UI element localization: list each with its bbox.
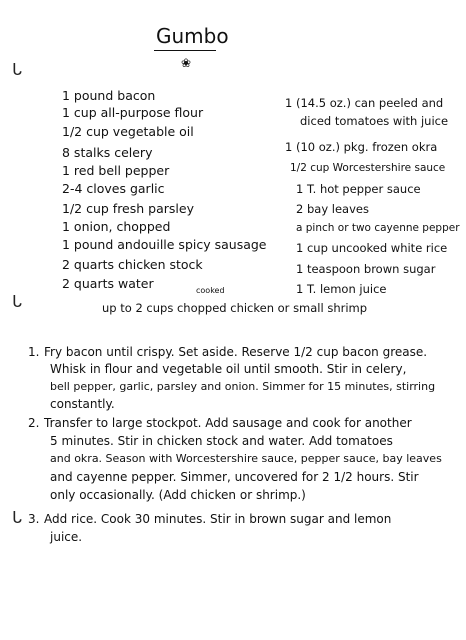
punch-hole-mark-icon: ᒐ <box>12 60 23 79</box>
optional-ingredient: up to 2 cups chopped chicken or small shrimp <box>102 301 368 315</box>
step-number: 1. <box>28 345 40 359</box>
ingredient-item: 2 quarts chicken stock <box>62 257 203 272</box>
ingredient-item: 1 cup uncooked white rice <box>296 241 448 255</box>
step-line: only occasionally. (Add chicken or shrimp.) <box>50 488 306 502</box>
ingredient-item: 2 quarts water <box>62 276 154 291</box>
inserted-word-cooked: cooked <box>196 286 225 295</box>
ingredient-item: 1 cup all-purpose flour <box>62 105 204 120</box>
step-2 <box>28 416 412 430</box>
step-line: constantly. <box>50 397 115 411</box>
step-line: and okra. Season with Worcestershire sauce, pepper sauce, bay leaves <box>50 452 442 465</box>
punch-hole-mark-icon: ᒐ <box>12 508 23 527</box>
ingredient-item: 1 pound bacon <box>62 88 156 103</box>
ingredient-item: 1/2 cup fresh parsley <box>62 201 194 216</box>
step-line: juice. <box>50 530 83 544</box>
ingredient-item: 1 pound andouille spicy sausage <box>62 237 267 252</box>
step-number: 2. <box>28 416 40 430</box>
step-line: 5 minutes. Stir in chicken stock and water. Add tomatoes <box>50 434 393 448</box>
step-1 <box>28 345 427 359</box>
ingredient-item: 1 T. hot pepper sauce <box>296 182 421 196</box>
ingredient-item: 1/2 cup vegetable oil <box>62 124 194 139</box>
flower-flourish-icon: ❀ <box>181 56 192 70</box>
recipe-title: Gumbo <box>156 24 229 48</box>
step-line: Fry bacon until crispy. Set aside. Reserve 1/2 cup bacon grease. <box>44 345 428 359</box>
ingredient-item: 2-4 cloves garlic <box>62 181 165 196</box>
step-line: and cayenne pepper. Simmer, uncovered for 2 1/2 hours. Stir <box>50 470 419 484</box>
step-3 <box>28 512 391 526</box>
ingredient-item: 1 teaspoon brown sugar <box>296 262 436 276</box>
ingredient-item: 1 (10 oz.) pkg. frozen okra <box>285 140 438 154</box>
step-number: 3. <box>28 512 40 526</box>
ingredient-item: 1 onion, chopped <box>62 219 171 234</box>
ingredient-item: a pinch or two cayenne pepper <box>296 222 460 234</box>
ingredient-item: 1 red bell pepper <box>62 163 170 178</box>
ingredient-item: diced tomatoes with juice <box>300 114 449 128</box>
step-line: bell pepper, garlic, parsley and onion. Simmer for 15 minutes, stirring <box>50 380 436 393</box>
step-line: Add rice. Cook 30 minutes. Stir in brown sugar and lemon <box>44 512 392 526</box>
punch-hole-mark-icon: ᒐ <box>12 292 23 311</box>
ingredient-item: 1/2 cup Worcestershire sauce <box>290 162 446 174</box>
ingredient-item: 1 (14.5 oz.) can peeled and <box>285 96 444 110</box>
title-underline <box>154 50 216 51</box>
step-line: Whisk in flour and vegetable oil until smooth. Stir in celery, <box>50 362 407 376</box>
step-line: Transfer to large stockpot. Add sausage and cook for another <box>44 416 412 430</box>
ingredient-item: 8 stalks celery <box>62 145 153 160</box>
ingredient-item: 2 bay leaves <box>296 202 369 216</box>
ingredient-item: 1 T. lemon juice <box>296 282 387 296</box>
